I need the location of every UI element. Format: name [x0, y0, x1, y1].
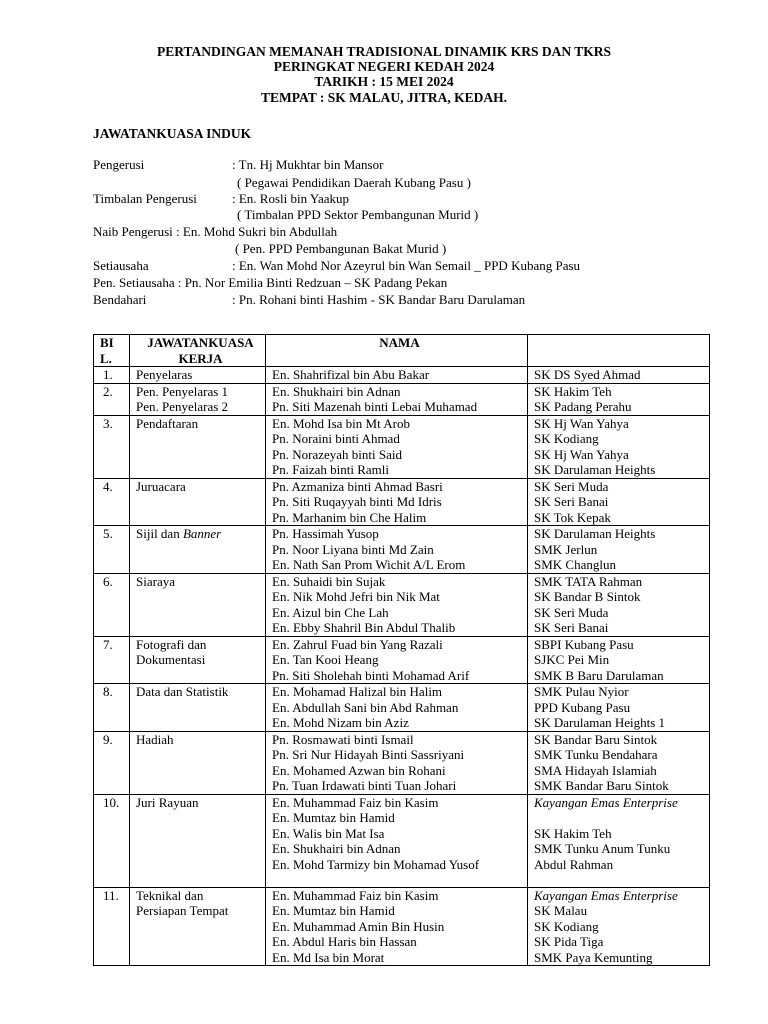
- member-name: Pn. Sri Nur Hidayah Binti Sassriyani: [272, 747, 465, 762]
- member-name: En. Walis bin Mat Isa: [272, 825, 385, 841]
- main-committee-heading: JAWATANKUASA INDUK: [93, 126, 252, 141]
- committee-name-italic: Banner: [182, 526, 222, 541]
- col-header-name: [266, 335, 528, 367]
- committee-cell: [130, 478, 266, 526]
- col-header-school: [528, 335, 710, 367]
- member-name: Pn. Noor Liyana binti Md Zain: [272, 541, 434, 557]
- school-name: SK Seri Muda: [534, 604, 609, 620]
- school-name: PPD Kubang Pasu: [534, 699, 631, 715]
- member-name: Pn. Rosmawati binti Ismail: [272, 731, 414, 747]
- school-name: SK Darulaman Heights: [534, 462, 656, 477]
- member-name: En. Md Isa bin Morat: [272, 949, 385, 965]
- header-text: KERJA: [178, 350, 223, 366]
- member-name: En. Mohamed Azwan bin Rohani: [272, 762, 446, 778]
- school-name: SK Bandar B Sintok: [534, 589, 641, 604]
- school-name: SK Hj Wan Yahya: [534, 446, 629, 462]
- school-cell: [528, 636, 710, 684]
- member-name: En. Nath San Prom Wichit A/L Erom: [272, 557, 466, 572]
- school-name: SK Darulaman Heights: [534, 526, 656, 541]
- member-name: Pn. Noraini binti Ahmad: [272, 431, 400, 446]
- organisation-name: Kayangan Emas Enterprise: [534, 794, 678, 810]
- school-name: Abdul Rahman: [534, 856, 614, 872]
- committee-name: Siaraya: [136, 573, 175, 589]
- school-name: SMK B Baru Darulaman: [534, 667, 664, 683]
- name-cell: [266, 887, 528, 966]
- school-name: SK Pida Tiga: [534, 934, 604, 949]
- school-cell: [528, 573, 710, 636]
- committee-name: Pen. Penyelaras 2: [136, 399, 229, 414]
- school-name: SMK Bandar Baru Sintok: [534, 778, 669, 793]
- col-header-committee: [130, 335, 266, 367]
- header-text: BI: [100, 335, 114, 350]
- member-name: En. Muhammad Faiz bin Kasim: [272, 794, 439, 810]
- officer-name: : Pn. Rohani binti Hashim - SK Bandar Baru Darulaman: [232, 292, 526, 307]
- committee-cell: [130, 415, 266, 478]
- school-name: SBPI Kubang Pasu: [534, 636, 634, 652]
- table-row: [94, 636, 710, 684]
- name-cell: [266, 684, 528, 732]
- member-name: En. Zahrul Fuad bin Yang Razali: [272, 636, 443, 652]
- name-cell: [266, 526, 528, 574]
- committee-name: Penyelaras: [136, 367, 193, 382]
- officer-line: Pen. Setiausaha : Pn. Nor Emilia Binti Redzuan – SK Padang Pekan: [93, 275, 448, 290]
- school-name: SK Hj Wan Yahya: [534, 415, 629, 431]
- name-cell: [266, 415, 528, 478]
- school-cell: [528, 731, 710, 794]
- member-name: Pn. Norazeyah binti Said: [272, 446, 402, 462]
- row-number: 2.: [94, 383, 130, 415]
- member-name: En. Abdullah Sani bin Abd Rahman: [272, 699, 459, 715]
- member-name: En. Muhammad Amin Bin Husin: [272, 918, 445, 934]
- table-row: [94, 887, 710, 966]
- member-name: Pn. Marhanim bin Che Halim: [272, 509, 427, 525]
- school-name: SK Hakim Teh: [534, 825, 612, 841]
- committee-name: Juri Rayuan: [136, 794, 199, 810]
- school-name: SMK Tunku Anum Tunku: [534, 841, 671, 856]
- officer-name: : En. Rosli bin Yaakup: [232, 191, 350, 206]
- officer-role: Bendahari: [93, 292, 147, 307]
- committee-cell: [130, 573, 266, 636]
- table-row: [94, 526, 710, 574]
- organisation-name: Kayangan Emas Enterprise: [534, 887, 678, 903]
- member-name: En. Suhaidi bin Sujak: [272, 573, 386, 589]
- committee-cell: [130, 887, 266, 966]
- committee-name: Dokumentasi: [136, 652, 206, 667]
- table-row: [94, 478, 710, 526]
- col-header-number: [94, 335, 130, 367]
- table-row: [94, 415, 710, 478]
- table-row: [94, 383, 710, 415]
- header-text: JAWATANKUASA: [147, 335, 254, 350]
- header-text: L.: [100, 350, 112, 366]
- officer-name: : Tn. Hj Mukhtar bin Mansor: [232, 157, 384, 172]
- event-venue: TEMPAT : SK MALAU, JITRA, KEDAH.: [260, 90, 507, 105]
- member-name: En. Nik Mohd Jefri bin Nik Mat: [272, 589, 440, 604]
- school-name: SMK Jerlun: [534, 541, 598, 557]
- member-name: Pn. Hassimah Yusop: [272, 526, 379, 541]
- school-cell: [528, 684, 710, 732]
- school-name: SK Malau: [534, 903, 588, 918]
- committee-cell: [130, 367, 266, 384]
- member-name: En. Ebby Shahril Bin Abdul Thalib: [272, 620, 456, 635]
- school-name: SK DS Syed Ahmad: [534, 367, 641, 382]
- name-cell: [266, 367, 528, 384]
- member-name: Pn. Siti Sholehah binti Mohamad Arif: [272, 667, 470, 683]
- name-cell: [266, 731, 528, 794]
- member-name: En. Abdul Haris bin Hassan: [272, 934, 417, 949]
- school-name: SK Seri Banai: [534, 494, 609, 509]
- member-name: En. Muhammad Faiz bin Kasim: [272, 887, 439, 903]
- committee-cell: [130, 731, 266, 794]
- officer-role: Setiausaha: [93, 258, 149, 273]
- member-name: En. Shukhairi bin Adnan: [272, 383, 401, 399]
- member-name: En. Shahrifizal bin Abu Bakar: [272, 367, 430, 382]
- table-row: [94, 367, 710, 384]
- committee-name: Sijil dan Banner: [136, 526, 222, 541]
- table-row: [94, 684, 710, 732]
- committee-cell: [130, 636, 266, 684]
- committee-cell: [130, 383, 266, 415]
- committee-name: Persiapan Tempat: [136, 903, 229, 918]
- school-name: SK Kodiang: [534, 918, 599, 934]
- name-cell: [266, 636, 528, 684]
- row-number: 5.: [94, 526, 130, 574]
- committee-cell: [130, 794, 266, 887]
- table-row: [94, 731, 710, 794]
- school-name: SK Kodiang: [534, 431, 599, 446]
- school-name: SMK Changlun: [534, 557, 616, 572]
- school-name: SMK Tunku Bendahara: [534, 747, 658, 762]
- school-name: SMK Paya Kemunting: [534, 949, 653, 965]
- member-name: Pn. Siti Mazenah binti Lebai Muhamad: [272, 399, 478, 414]
- school-cell: [528, 383, 710, 415]
- officer-role: Pengerusi: [93, 157, 145, 172]
- member-name: En. Mohd Nizam bin Aziz: [272, 715, 409, 730]
- name-cell: [266, 794, 528, 887]
- school-cell: [528, 367, 710, 384]
- committee-name: Pendaftaran: [136, 415, 199, 431]
- school-name: SK Bandar Baru Sintok: [534, 731, 658, 747]
- school-name: SK Hakim Teh: [534, 383, 612, 399]
- member-name: En. Shukhairi bin Adnan: [272, 841, 401, 856]
- committee-name: Hadiah: [136, 731, 174, 747]
- school-name: SK Tok Kepak: [534, 509, 611, 525]
- committee-cell: [130, 526, 266, 574]
- member-name: En. Mohd Tarmizy bin Mohamad Yusof: [272, 856, 480, 872]
- committee-name: Data dan Statistik: [136, 684, 229, 699]
- row-number: 10.: [94, 794, 130, 887]
- officer-note: ( Timbalan PPD Sektor Pembangunan Murid ): [237, 207, 479, 222]
- school-name: SK Padang Perahu: [534, 399, 632, 414]
- header-text: NAMA: [379, 335, 420, 350]
- row-number: 1.: [94, 367, 130, 384]
- member-name: Pn. Siti Ruqayyah binti Md Idris: [272, 494, 442, 509]
- member-name: Pn. Azmaniza binti Ahmad Basri: [272, 478, 443, 494]
- member-name: En. Aizul bin Che Lah: [272, 604, 389, 620]
- committee-name: Pen. Penyelaras 1: [136, 383, 229, 399]
- row-number: 6.: [94, 573, 130, 636]
- working-committee-table: [93, 334, 710, 966]
- school-cell: [528, 478, 710, 526]
- table-row: [94, 573, 710, 636]
- member-name: Pn. Faizah binti Ramli: [272, 462, 389, 477]
- member-name: En. Mumtaz bin Hamid: [272, 903, 395, 918]
- name-cell: [266, 383, 528, 415]
- row-number: 9.: [94, 731, 130, 794]
- member-name: En. Mohamad Halizal bin Halim: [272, 684, 443, 699]
- row-number: 3.: [94, 415, 130, 478]
- member-name: En. Mumtaz bin Hamid: [272, 810, 395, 825]
- row-number: 4.: [94, 478, 130, 526]
- school-name: SMK Pulau Nyior: [534, 684, 629, 699]
- school-cell: [528, 887, 710, 966]
- school-cell: [528, 794, 710, 887]
- committee-name: Fotografi dan: [136, 636, 207, 652]
- document-title: PERTANDINGAN MEMANAH TRADISIONAL DINAMIK KRS DAN TKRS: [156, 44, 612, 59]
- committee-name: Juruacara: [136, 478, 186, 494]
- member-name: Pn. Tuan Irdawati binti Tuan Johari: [272, 778, 457, 793]
- school-name: SJKC Pei Min: [534, 652, 610, 667]
- committee-name: Teknikal dan: [136, 887, 204, 903]
- name-cell: [266, 478, 528, 526]
- school-name: SMA Hidayah Islamiah: [534, 762, 657, 778]
- school-name: SK Seri Banai: [534, 620, 609, 635]
- row-number: 7.: [94, 636, 130, 684]
- school-name: [534, 810, 709, 826]
- row-number: 11.: [94, 887, 130, 966]
- table-header-row: [94, 335, 710, 367]
- officer-note: ( Pegawai Pendidikan Daerah Kubang Pasu ): [237, 175, 471, 190]
- document-subtitle: PERINGKAT NEGERI KEDAH 2024: [273, 59, 495, 74]
- committee-cell: [130, 684, 266, 732]
- officer-name: : En. Wan Mohd Nor Azeyrul bin Wan Semail _ PPD Kubang Pasu: [232, 258, 581, 273]
- school-name: SMK TATA Rahman: [534, 573, 643, 589]
- officer-line: Naib Pengerusi : En. Mohd Sukri bin Abdullah: [93, 224, 338, 239]
- row-number: 8.: [94, 684, 130, 732]
- school-cell: [528, 526, 710, 574]
- officer-role: Timbalan Pengerusi: [93, 191, 197, 206]
- school-name: SK Darulaman Heights 1: [534, 715, 666, 730]
- school-name: SK Seri Muda: [534, 478, 609, 494]
- table-row: [94, 794, 710, 887]
- member-name: En. Mohd Isa bin Mt Arob: [272, 415, 410, 431]
- member-name: En. Tan Kooi Heang: [272, 652, 379, 667]
- event-date: TARIKH : 15 MEI 2024: [314, 74, 454, 89]
- name-cell: [266, 573, 528, 636]
- school-cell: [528, 415, 710, 478]
- officer-note: ( Pen. PPD Pembangunan Bakat Murid ): [235, 241, 447, 256]
